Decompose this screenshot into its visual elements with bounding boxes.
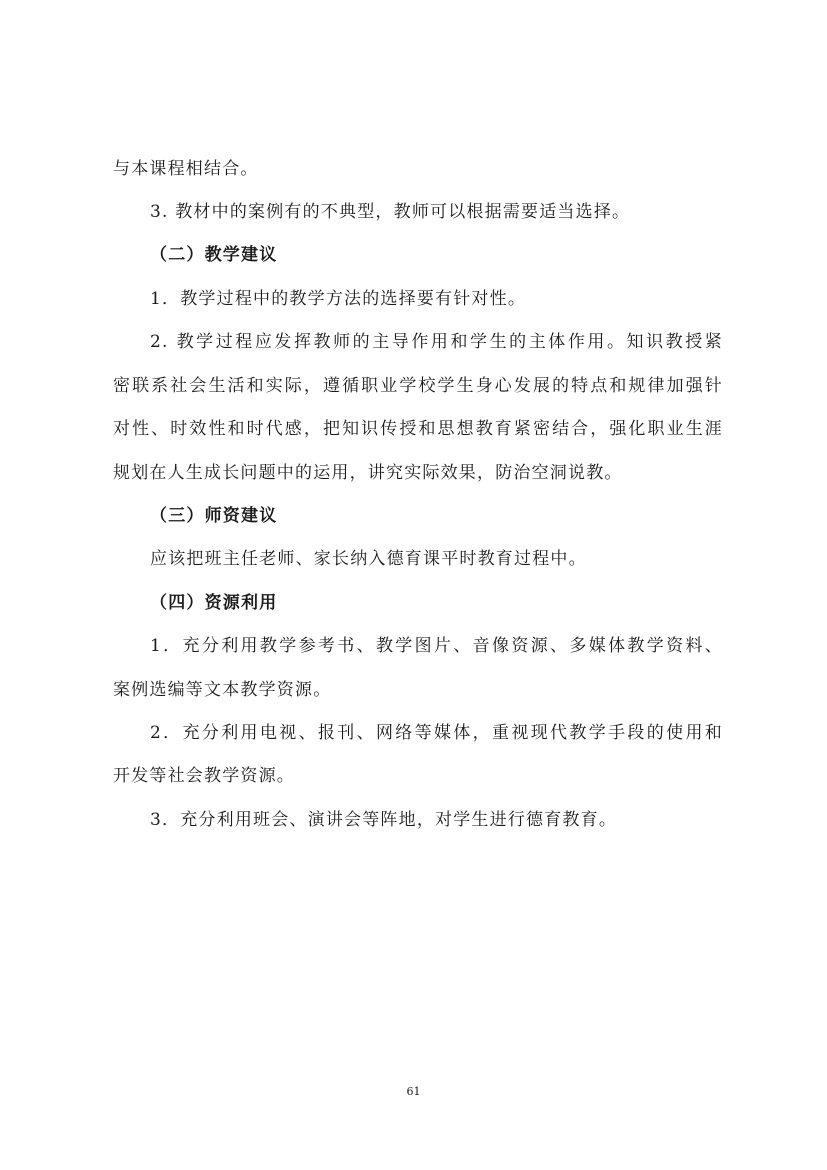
paragraph-line: 应该把班主任老师、家长纳入德育课平时教育过程中。 (150, 549, 587, 569)
paragraph-line: 对性、时效性和时代感，把知识传授和思想教育紧密结合，强化职业生涯 (113, 419, 723, 439)
paragraph-line: 1．充分利用教学参考书、教学图片、音像资源、多媒体教学资料、 (150, 636, 723, 656)
paragraph-line: 3. 教材中的案例有的不典型，教师可以根据需要适当选择。 (150, 202, 631, 222)
paragraph-line: 1．教学过程中的教学方法的选择要有针对性。 (150, 289, 527, 309)
paragraph-line: 3．充分利用班会、演讲会等阵地，对学生进行德育教育。 (150, 810, 618, 830)
paragraph-line: 规划在人生成长问题中的运用，讲究实际效果，防治空洞说教。 (113, 463, 623, 483)
paragraph-line: 与本课程相结合。 (113, 159, 259, 179)
paragraph-line: 2. 教学过程应发挥教师的主导作用和学生的主体作用。知识教授紧 (150, 332, 723, 352)
section-heading-teacher-suggestions: （三）师资建议 (150, 506, 278, 526)
section-heading-resource-use: （四）资源利用 (150, 593, 278, 613)
paragraph-line: 密联系社会生活和实际，遵循职业学校学生身心发展的特点和规律加强针 (113, 376, 723, 396)
paragraph-line: 2．充分利用电视、报刊、网络等媒体，重视现代教学手段的使用和 (150, 723, 723, 743)
page-number: 61 (406, 1085, 421, 1098)
paragraph-line: 开发等社会教学资源。 (113, 766, 295, 786)
paragraph-line: 案例选编等文本教学资源。 (113, 680, 332, 700)
section-heading-teaching-suggestions: （二）教学建议 (150, 245, 278, 265)
